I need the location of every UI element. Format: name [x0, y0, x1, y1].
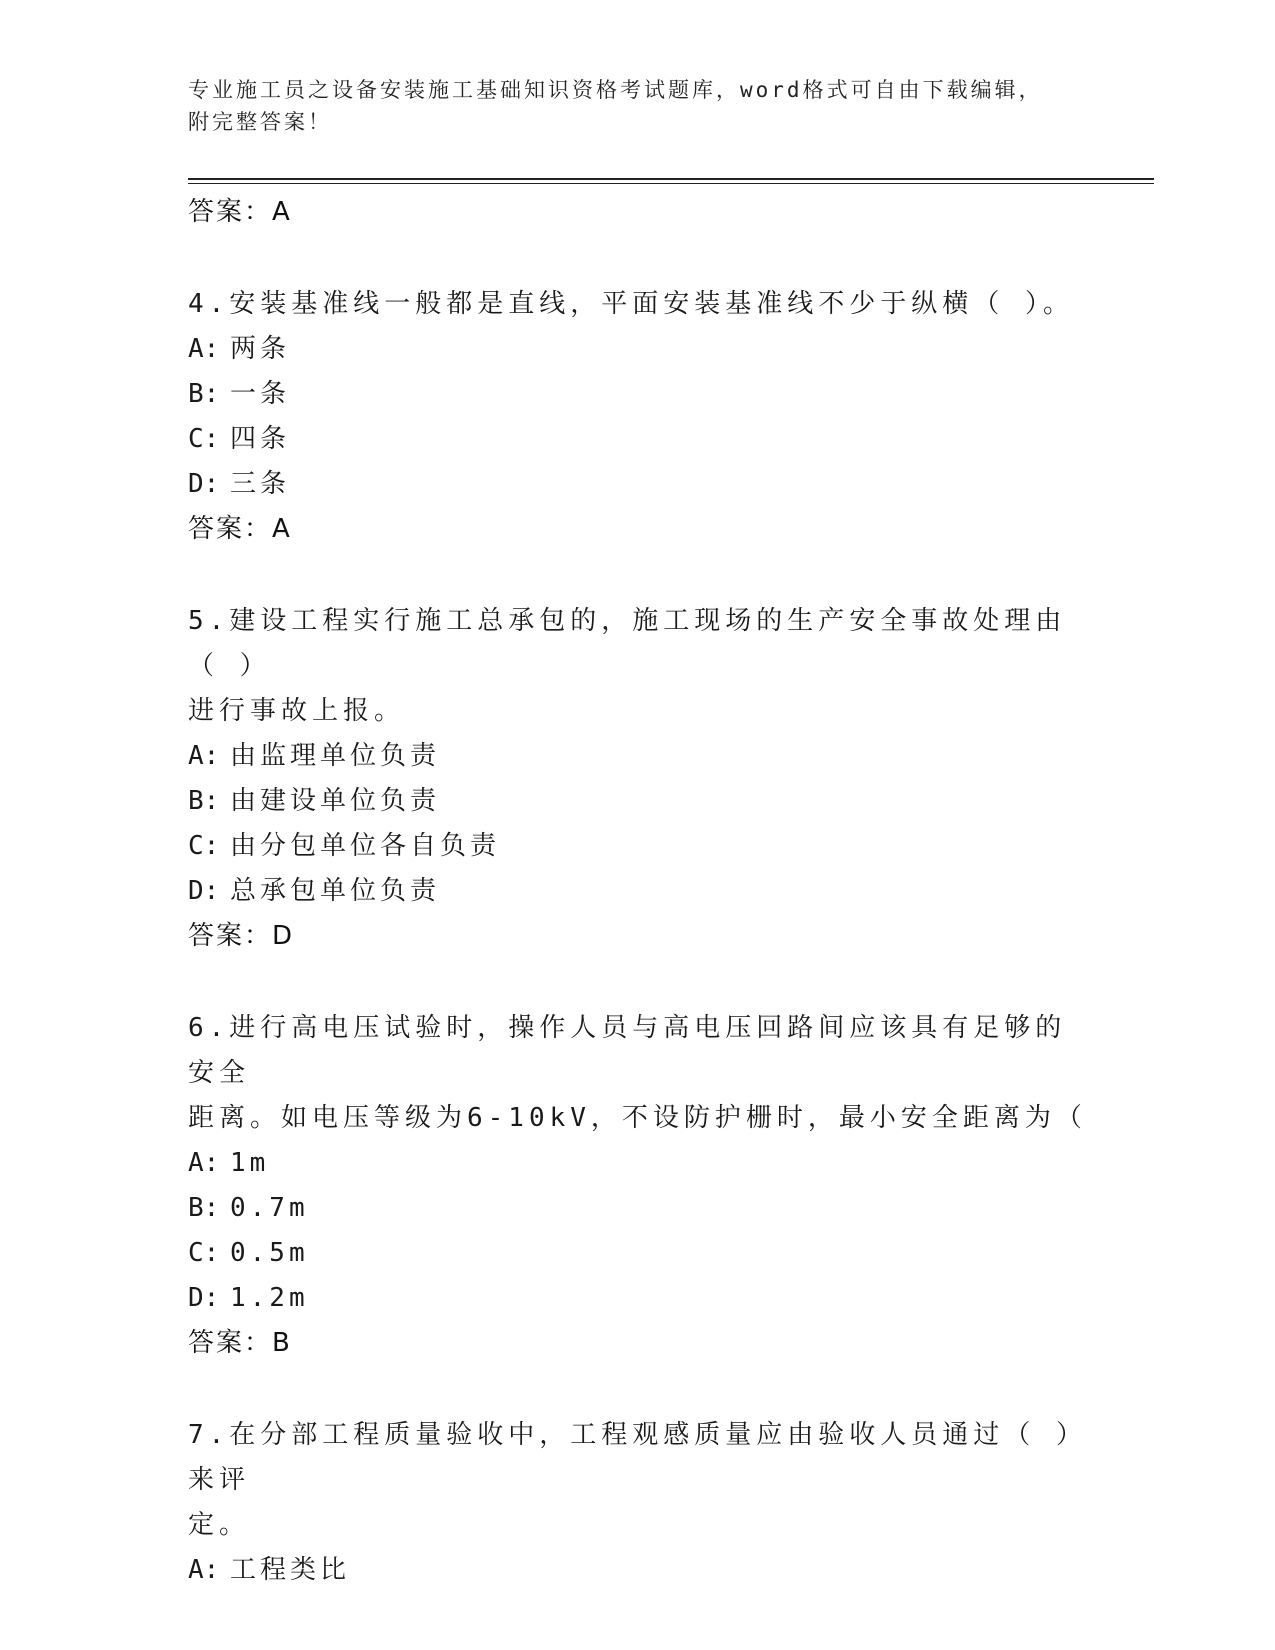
option-text: 一条	[230, 379, 291, 409]
question-6-stem	[188, 1006, 1088, 1141]
option-letter: C:	[188, 1238, 220, 1268]
question-6-option-c	[188, 1231, 1088, 1276]
option-letter: D:	[188, 1283, 220, 1313]
question-5-option-a	[188, 734, 1088, 779]
option-text: 0.5m	[230, 1238, 309, 1268]
question-spacer	[188, 1365, 1088, 1413]
question-5-option-c	[188, 824, 1088, 869]
option-letter: C:	[188, 831, 220, 861]
option-letter: A:	[188, 1148, 220, 1178]
question-stem-line: 4.安装基准线一般都是直线，平面安装基准线不少于纵横（ ）。	[188, 289, 1074, 319]
header-divider	[188, 178, 1154, 184]
question-6-option-b	[188, 1186, 1088, 1231]
question-stem-line: 7.在分部工程质量验收中，工程观感质量应由验收人员通过（ ）来评	[188, 1420, 1087, 1495]
option-text: 1m	[230, 1148, 270, 1178]
question-stem-line: 定。	[188, 1510, 251, 1540]
option-text: 三条	[230, 469, 291, 499]
option-letter: A:	[188, 1555, 220, 1585]
option-text: 总承包单位负责	[230, 876, 441, 906]
question-7-option-a	[188, 1548, 1088, 1593]
question-5-answer: 答案：D	[188, 921, 295, 951]
option-letter: B:	[188, 379, 220, 409]
question-6-answer: 答案：B	[188, 1328, 292, 1358]
option-letter: B:	[188, 786, 220, 816]
question-6-option-d	[188, 1276, 1088, 1321]
option-text: 由监理单位负责	[230, 741, 441, 771]
question-4-option-c	[188, 417, 1088, 462]
question-stem-line: 5.建设工程实行施工总承包的，施工现场的生产安全事故处理由（ ）	[188, 606, 1067, 681]
question-list	[188, 190, 1088, 1593]
question-4-stem	[188, 282, 1088, 327]
question-5-stem	[188, 599, 1088, 734]
question-6-option-a	[188, 1141, 1088, 1186]
question-stem-line: 距离。如电压等级为6-10kV，不设防护栅时，最小安全距离为（	[188, 1103, 1087, 1133]
question-5-option-b	[188, 779, 1088, 824]
question-spacer	[188, 551, 1088, 599]
question-spacer	[188, 958, 1088, 1006]
question-4-answer: 答案：A	[188, 514, 292, 544]
option-letter: A:	[188, 334, 220, 364]
option-text: 工程类比	[230, 1555, 351, 1585]
question-stem-line: 进行事故上报。	[188, 696, 406, 726]
question-stem-line: 6.进行高电压试验时，操作人员与高电压回路间应该具有足够的安全	[188, 1013, 1067, 1088]
option-text: 0.7m	[230, 1193, 309, 1223]
option-letter: C:	[188, 424, 220, 454]
option-text: 由分包单位各自负责	[230, 831, 501, 861]
question-spacer	[188, 234, 1088, 282]
document-header	[188, 74, 1088, 138]
header-line-2: 附完整答案！	[188, 110, 332, 134]
option-text: 1.2m	[230, 1283, 309, 1313]
answer-line: 答案：A	[188, 197, 292, 227]
header-line-1: 专业施工员之设备安装施工基础知识资格考试题库，word格式可自由下载编辑，	[188, 78, 1043, 102]
question-7-stem	[188, 1413, 1088, 1548]
question-4-option-b	[188, 372, 1088, 417]
option-letter: B:	[188, 1193, 220, 1223]
option-text: 四条	[230, 424, 291, 454]
question-4-option-a	[188, 327, 1088, 372]
option-letter: D:	[188, 876, 220, 906]
option-letter: D:	[188, 469, 220, 499]
option-letter: A:	[188, 741, 220, 771]
option-text: 两条	[230, 334, 291, 364]
option-text: 由建设单位负责	[230, 786, 441, 816]
question-5-option-d	[188, 869, 1088, 914]
question-4-option-d	[188, 462, 1088, 507]
